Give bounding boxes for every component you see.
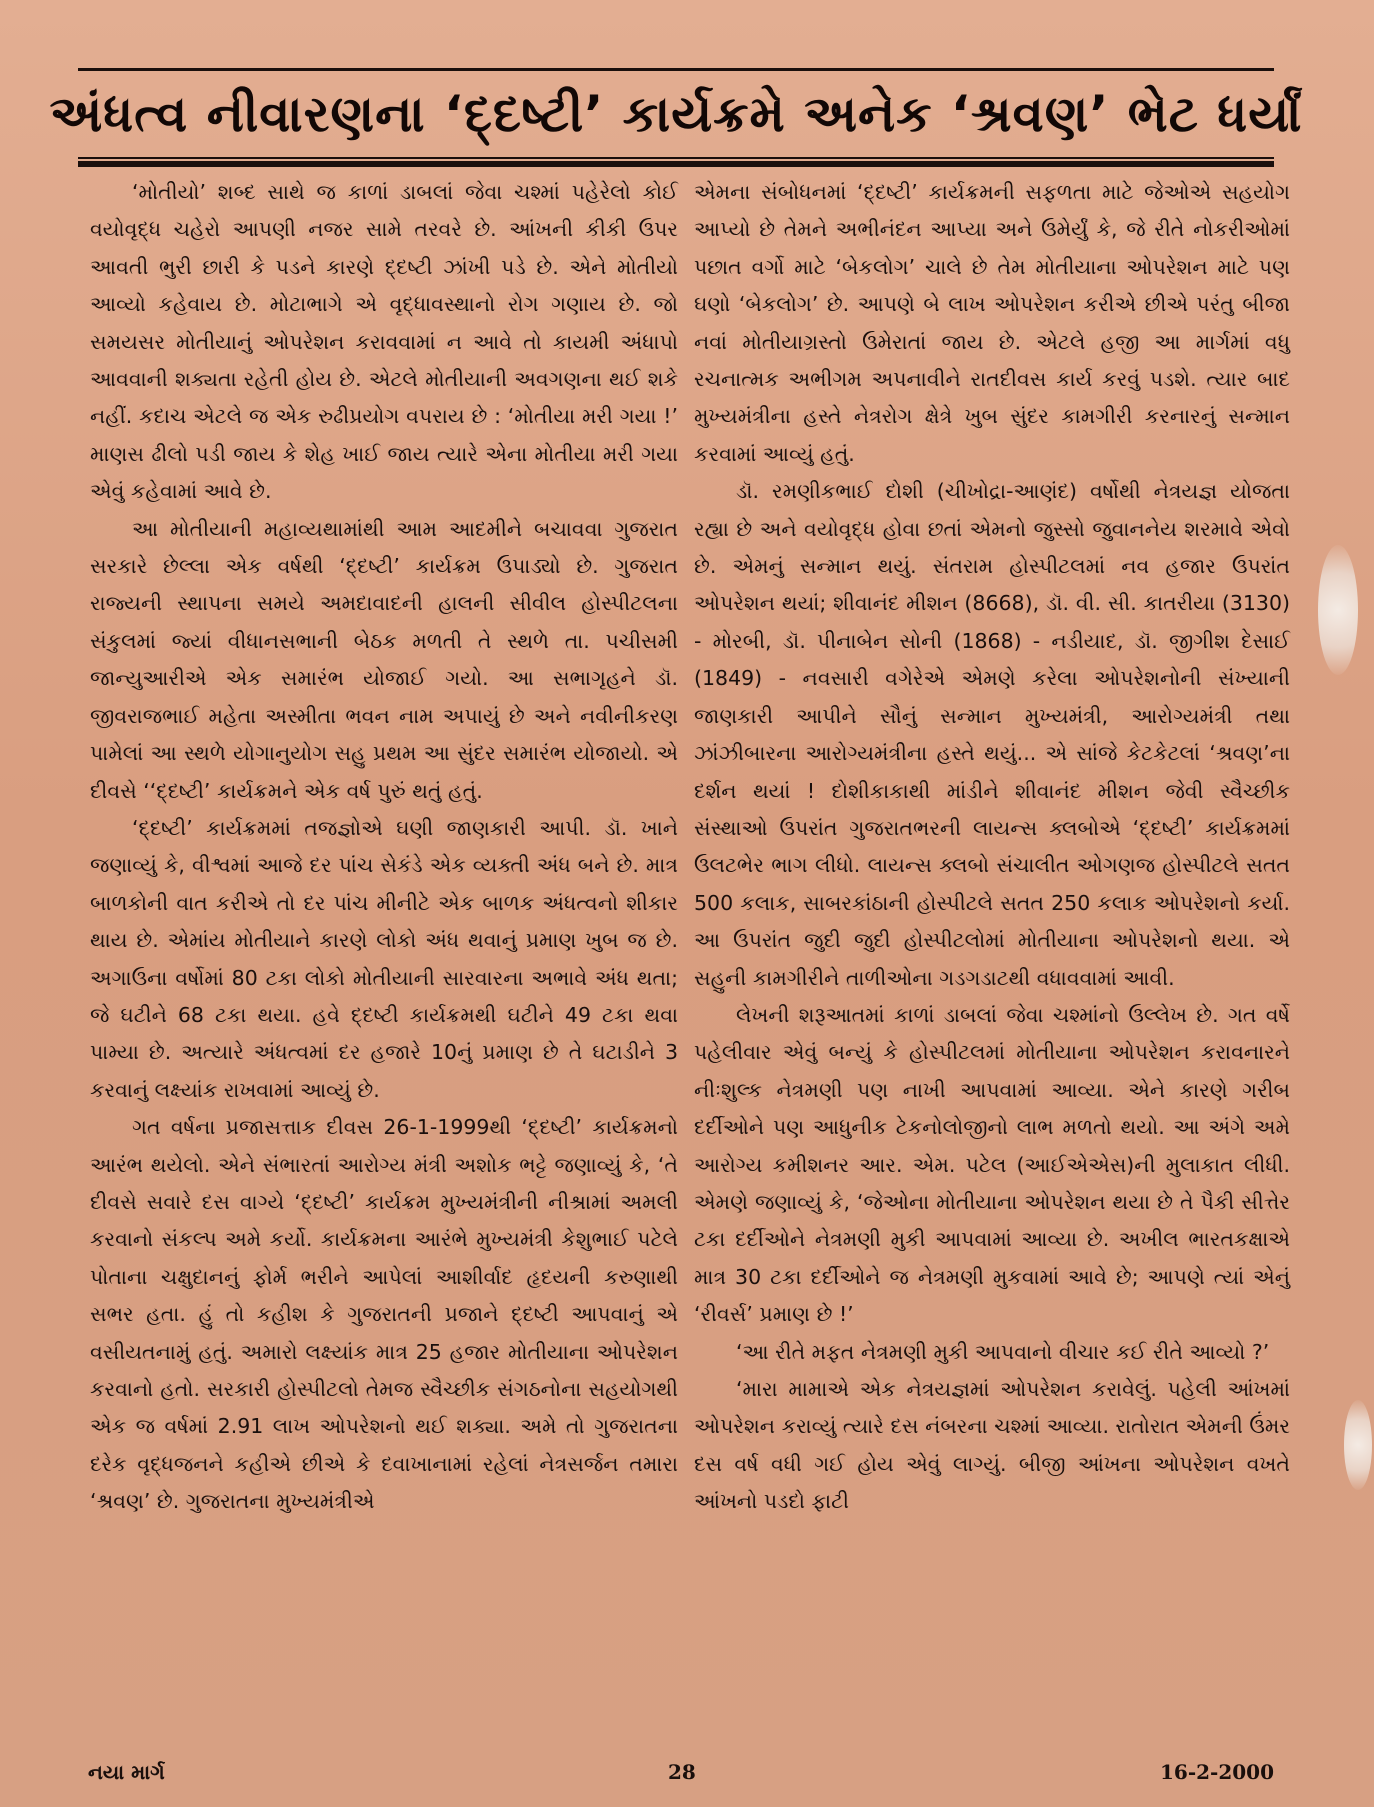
paragraph: લેખની શરૂઆતમાં કાળાં ડાબલાં જેવા ચશ્માંનો ઉલ્લેખ છે. ગત વર્ષે પહેલીવાર એવું બન્યું કે હોસ્પીટલમાં મોતીયાના ઓપરેશન કરાવનારને નીઃશુલ્ક નેત્રમણી પણ નાખી આપવામાં આવ્યા. એને કારણે ગરીબ દર્દીઓને પણ આધુનીક ટેકનોલોજીનો લાભ મળતો થયો. આ અંગે અમે આરોગ્ય કમીશનર આર. એમ. પટેલ (આઈએએસ)ની મુલાકાત લીધી. એમણે જણાવ્યું કે, ‘જેઓના મોતીયાના ઓપરેશન થયા છે તે પૈકી સીત્તેર ટકા દર્દીઓને નેત્રમણી મુકી આપવામાં આવ્યા છે. અખીલ ભારતકક્ષાએ માત્ર 30 ટકા દર્દીઓને જ નેત્રમણી મુકવામાં આવે છે; આપણે ત્યાં એનું ‘રીવર્સ’ પ્રમાણ છે !’ xyxy=(694,1002,1290,1327)
left-column xyxy=(90,174,678,1521)
paper-tear-mark xyxy=(1344,1400,1372,1490)
paragraph: ‘આ રીતે મફત નેત્રમણી મુકી આપવાનો વીચાર કઈ રીતે આવ્યો ?’ xyxy=(736,1339,1270,1364)
issue-date: 16-2-2000 xyxy=(1159,1760,1274,1784)
paragraph: ‘દ્દષ્ટી’ કાર્યક્રમમાં તજજ્ઞોએ ઘણી જાણકારી આપી. ડૉ. ખાને જણાવ્યું કે, વીશ્વમાં આજે દર પાંચ સેકંડે એક વ્યક્તી અંધ બને છે. માત્ર બાળકોની વાત કરીએ તો દર પાંચ મીનીટે એક બાળક અંધત્વનો શીકાર થાય છે. એમાંય મોતીયાને કારણે લોકો અંધ થવાનું પ્રમાણ ખુબ જ છે. અગાઉના વર્ષોમાં 80 ટકા લોકો મોતીયાની સારવારના અભાવે અંધ થતા; જે ઘટીને 68 ટકા થયા. હવે દ્દષ્ટી કાર્યક્રમથી ઘટીને 49 ટકા થવા પામ્યા છે. અત્યારે અંધત્વમાં દર હજારે 10નું પ્રમાણ છે તે ઘટાડીને 3 કરવાનું લક્ષ્યાંક રાખવામાં આવ્યું છે. xyxy=(90,815,678,1102)
article-headline: અંધત્વ નીવારણના ‘દ્દષ્ટી’ કાર્યક્રમે અનેક ‘શ્રવણ’ ભેટ ધર્યાં xyxy=(49,84,1303,143)
paragraph: આ મોતીયાની મહાવ્યથામાંથી આમ આદમીને બચાવવા ગુજરાત સરકારે છેલ્લા એક વર્ષથી ‘દ્દષ્ટી’ કાર્યક્રમ ઉપાડ્યો છે. ગુજરાત રાજ્યની સ્થાપના સમયે અમદાવાદની હાલની સીવીલ હોસ્પીટલના સંકુલમાં જ્યાં વીધાનસભાની બેઠક મળતી તે સ્થળે તા. પચીસમી જાન્યુઆરીએ એક સમારંભ યોજાઈ ગયો. આ સભાગૃહને ડૉ. જીવરાજભાઈ મહેતા અસ્મીતા ભવન નામ અપાયું છે અને નવીનીકરણ પામેલાં આ સ્થળે યોગાનુયોગ સહુ પ્રથમ આ સુંદર સમારંભ યોજાયો. એ દીવસે ‘‘દ્દષ્ટી’ કાર્યક્રમને એક વર્ષ પુરું થતું હતું. xyxy=(90,516,678,803)
headline-band xyxy=(49,68,1303,163)
paragraph-continued: એમના સંબોધનમાં ‘દ્દષ્ટી’ કાર્યક્રમની સફળતા માટે જેઓએ સહયોગ આપ્યો છે તેમને અભીનંદન આપ્યા અને ઉમેર્યું કે, જે રીતે નોકરીઓમાં પછાત વર્ગો માટે ‘બેકલોગ’ ચાલે છે તેમ મોતીયાના ઓપરેશન માટે પણ ઘણો ‘બેકલોગ’ છે. આપણે બે લાખ ઓપરેશન કરીએ છીએ પરંતુ બીજા નવાં મોતીયાગ્રસ્તો ઉમેરાતાં જાય છે. એટલે હજી આ માર્ગમાં વધુ રચનાત્મક અભીગમ અપનાવીને રાતદીવસ કાર્ય કરવું પડશે. ત્યાર બાદ મુખ્યમંત્રીના હસ્તે નેત્રરોગ ક્ષેત્રે ખુબ સુંદર કામગીરી કરનારનું સન્માન કરવામાં આવ્યું હતું. xyxy=(694,180,1290,466)
paragraph: ડૉ. રમણીકભાઈ દોશી (ચીખોદ્રા-આણંદ) વર્ષોથી નેત્રયજ્ઞ યોજતા રહ્યા છે અને વયોવૃદ્ધ હોવા છતાં એમનો જુસ્સો જુવાનનેય શરમાવે એવો છે. એમનું સન્માન થયું. સંતરામ હોસ્પીટલમાં નવ હજાર ઉપરાંત ઓપરેશન થયાં; શીવાનંદ મીશન (8668), ડૉ. વી. સી. કાતરીયા (3130) - મોરબી, ડૉ. પીનાબેન સોની (1868) - નડીયાદ, ડૉ. જીગીશ દેસાઈ (1849) - નવસારી વગેરેએ એમણે કરેલા ઓપરેશનોની સંખ્યાની જાણકારી આપીને સૌનું સન્માન મુખ્યમંત્રી, આરોગ્યમંત્રી તથા ઝાંઝીબારના આરોગ્યમંત્રીના હસ્તે થયું... એ સાંજે કેટકેટલાં ‘શ્રવણ’ના દર્શન થયાં ! દોશીકાકાથી માંડીને શીવાનંદ મીશન જેવી સ્વૈચ્છીક સંસ્થાઓ ઉપરાંત ગુજરાતભરની લાયન્સ ક્લબોએ ‘દ્દષ્ટી’ કાર્યક્રમમાં ઉલટભેર ભાગ લીધો. લાયન્સ ક્લબો સંચાલીત ઓગણજ હોસ્પીટલે સતત 500 કલાક, સાબરકાંઠાની હોસ્પીટલે સતત 250 કલાક ઓપરેશનો કર્યા. આ ઉપરાંત જુદી જુદી હોસ્પીટલોમાં મોતીયાના ઓપરેશનો થયા. એ સહુની કામગીરીને તાળીઓના ગડગડાટથી વધાવવામાં આવી. xyxy=(694,479,1290,990)
publication-name: નયા માર્ગ xyxy=(88,1760,165,1784)
paragraph: ‘મોતીયો’ શબ્દ સાથે જ કાળાં ડાબલાં જેવા ચશ્માં પહેરેલો કોઈ વયોવૃદ્ધ ચહેરો આપણી નજર સામે તરવરે છે. આંખની કીકી ઉપર આવતી ભુરી છારી કે પડને કારણે દ્દષ્ટી ઝાંખી પડે છે. એને મોતીયો આવ્યો કહેવાય છે. મોટાભાગે એ વૃદ્ધાવસ્થાનો રોગ ગણાય છે. જો સમયસર મોતીયાનું ઓપરેશન કરાવવામાં ન આવે તો કાયમી અંધાપો આવવાની શક્યતા રહેતી હોય છે. એટલે મોતીયાની અવગણના થઈ શકે નહીં. કદાચ એટલે જ એક રુઢીપ્રયોગ વપરાય છે : ‘મોતીયા મરી ગયા !’ માણસ ઢીલો પડી જાય કે શેહ ખાઈ જાય ત્યારે એના મોતીયા મરી ગયા એવું કહેવામાં આવે છે. xyxy=(90,180,678,504)
page-number: 28 xyxy=(668,1760,696,1784)
right-column xyxy=(694,174,1290,1521)
page-footer xyxy=(88,1760,1274,1790)
headline-rule xyxy=(78,162,1274,167)
paper-tear-mark xyxy=(1318,545,1358,675)
paragraph: ‘મારા મામાએ એક નેત્રયજ્ઞમાં ઓપરેશન કરાવેલું. પહેલી આંખમાં ઓપરેશન કરાવ્યું ત્યારે દસ નંબરના ચશ્માં આવ્યા. રાતોરાત એમની ઉંમર દસ વર્ષ વધી ગઈ હોય એવું લાગ્યું. બીજી આંખના ઓપરેશન વખતે આંખનો પડદો ફાટી xyxy=(694,1377,1290,1514)
paragraph: ગત વર્ષના પ્રજાસત્તાક દીવસ 26-1-1999થી ‘દ્દષ્ટી’ કાર્યક્રમનો આરંભ થયેલો. એને સંભારતાં આરોગ્ય મંત્રી અશોક ભટ્ટે જણાવ્યું કે, ‘તે દીવસે સવારે દસ વાગ્યે ‘દ્દષ્ટી’ કાર્યક્રમ મુખ્યમંત્રીની નીશ્રામાં અમલી કરવાનો સંકલ્પ અમે કર્યો. કાર્યક્રમના આરંભે મુખ્યમંત્રી કેશુભાઈ પટેલે પોતાના ચક્ષુદાનનું ફોર્મ ભરીને આપેલાં આશીર્વાદ હૃદયની કરુણાથી સભર હતા. હું તો કહીશ કે ગુજરાતની પ્રજાને દ્દષ્ટી આપવાનું એ વસીયતનામું હતું. અમારો લક્ષ્યાંક માત્ર 25 હજાર મોતીયાના ઓપરેશન કરવાનો હતો. સરકારી હોસ્પીટલો તેમજ સ્વૈચ્છીક સંગઠનોના સહયોગથી એક જ વર્ષમાં 2.91 લાખ ઓપરેશનો થઈ શક્યા. અમે તો ગુજરાતના દરેક વૃદ્ધજનને કહીએ છીએ કે દવાખાનામાં રહેલાં નેત્રસર્જન તમારા ‘શ્રવણ’ છે. ગુજરાતના મુખ્યમંત્રીએ xyxy=(90,1115,678,1514)
